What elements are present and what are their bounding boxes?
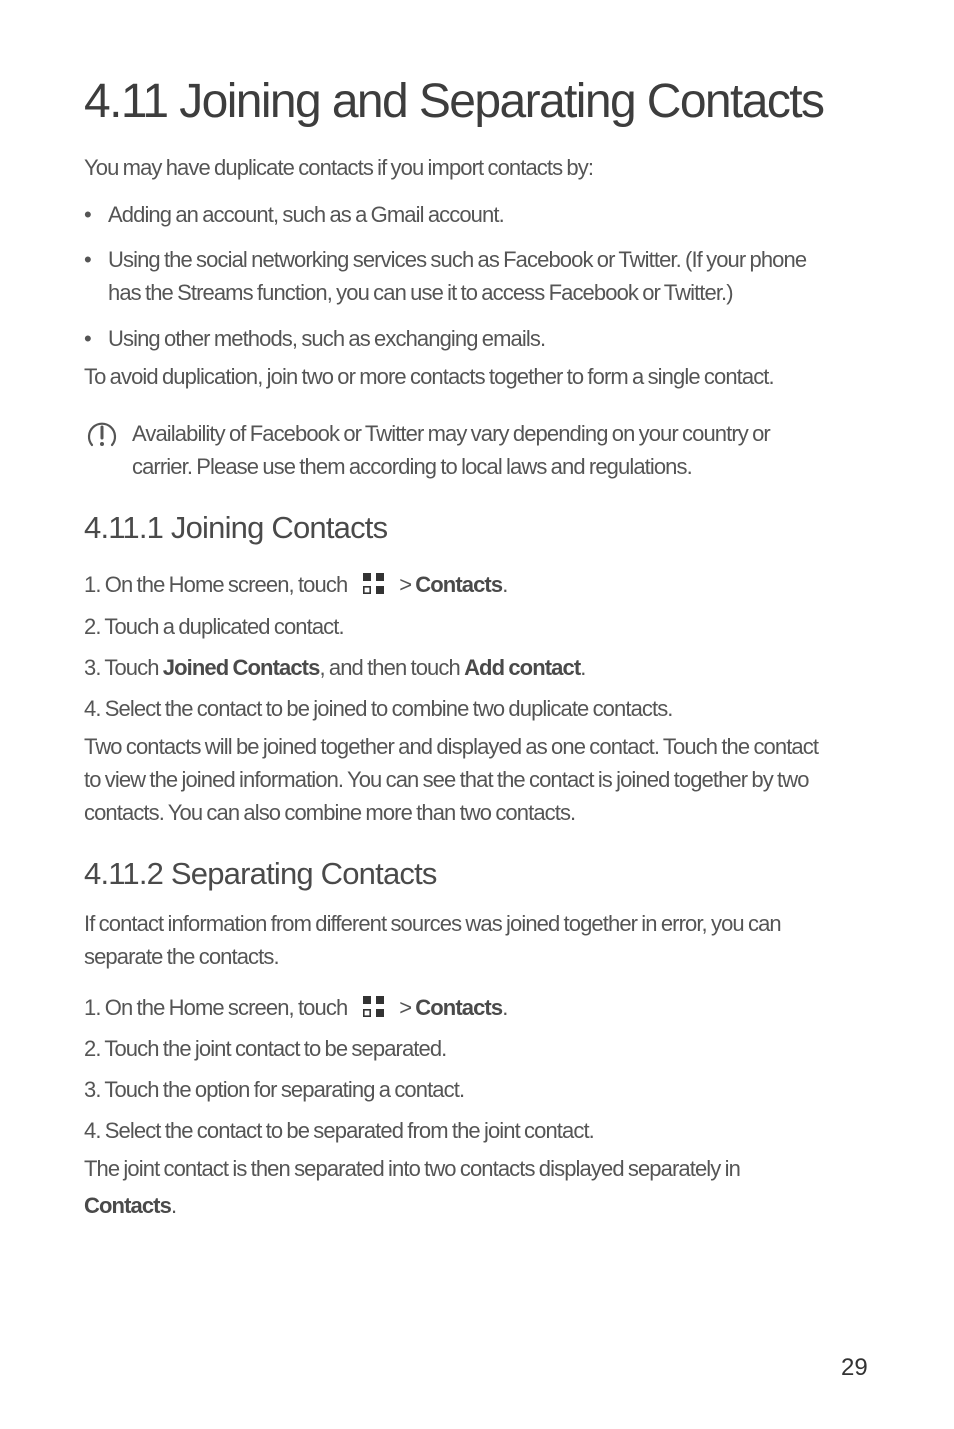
caution-icon [84, 421, 120, 451]
step-3: 3. Touch Joined Contacts, and then touch Add contact. [84, 655, 586, 680]
note-text: Availability of Facebook or Twitter may vary depending on your country or [132, 421, 770, 446]
bullet-text: Using other methods, such as exchanging emails. [108, 326, 546, 351]
page-title: 4.11 Joining and Separating Contacts [84, 75, 824, 128]
avoid-text: To avoid duplication, join two or more contacts together to form a single contact. [84, 364, 774, 389]
bullet-text: has the Streams function, you can use it to access Facebook or Twitter.) [108, 280, 733, 305]
paragraph-line: Contacts. [84, 1193, 177, 1218]
note-text: carrier. Please use them according to local laws and regulations. [132, 454, 692, 479]
step-4: 4. Select the contact to be separated from the joint contact. [84, 1118, 594, 1143]
paragraph-line: separate the contacts. [84, 944, 279, 969]
paragraph-line: contacts. You can also combine more than two contacts. [84, 800, 576, 825]
bullet-text: Adding an account, such as a Gmail account. [108, 202, 504, 227]
bullet-text: Using the social networking services such as Facebook or Twitter. (If your phone [108, 247, 807, 272]
section-heading-joining: 4.11.1 Joining Contacts [84, 510, 388, 545]
step-3: 3. Touch the option for separating a contact. [84, 1077, 465, 1102]
paragraph-line: If contact information from different sources was joined together in error, you can [84, 911, 781, 936]
paragraph-line: The joint contact is then separated into two contacts displayed separately in [84, 1156, 740, 1181]
joined-contacts-label: Joined Contacts [162, 655, 320, 680]
step-1: 1. On the Home screen, touch > Contacts. [84, 572, 508, 597]
intro-text: You may have duplicate contacts if you import contacts by: [84, 155, 594, 180]
apps-grid-icon [361, 994, 387, 1020]
paragraph-line: Two contacts will be joined together and displayed as one contact. Touch the contact [84, 734, 819, 759]
contacts-label: Contacts [415, 995, 503, 1020]
section-heading-separating: 4.11.2 Separating Contacts [84, 856, 437, 891]
contacts-label: Contacts [415, 572, 503, 597]
add-contact-label: Add contact [464, 655, 581, 680]
step-2: 2. Touch the joint contact to be separated. [84, 1036, 447, 1061]
step-2: 2. Touch a duplicated contact. [84, 614, 344, 639]
contacts-label: Contacts [84, 1193, 171, 1218]
step-1: 1. On the Home screen, touch > Contacts. [84, 995, 508, 1020]
step-4: 4. Select the contact to be joined to combine two duplicate contacts. [84, 696, 673, 721]
page-number: 29 [841, 1354, 868, 1381]
paragraph-line: to view the joined information. You can see that the contact is joined together by two [84, 767, 809, 792]
apps-grid-icon [361, 571, 387, 597]
